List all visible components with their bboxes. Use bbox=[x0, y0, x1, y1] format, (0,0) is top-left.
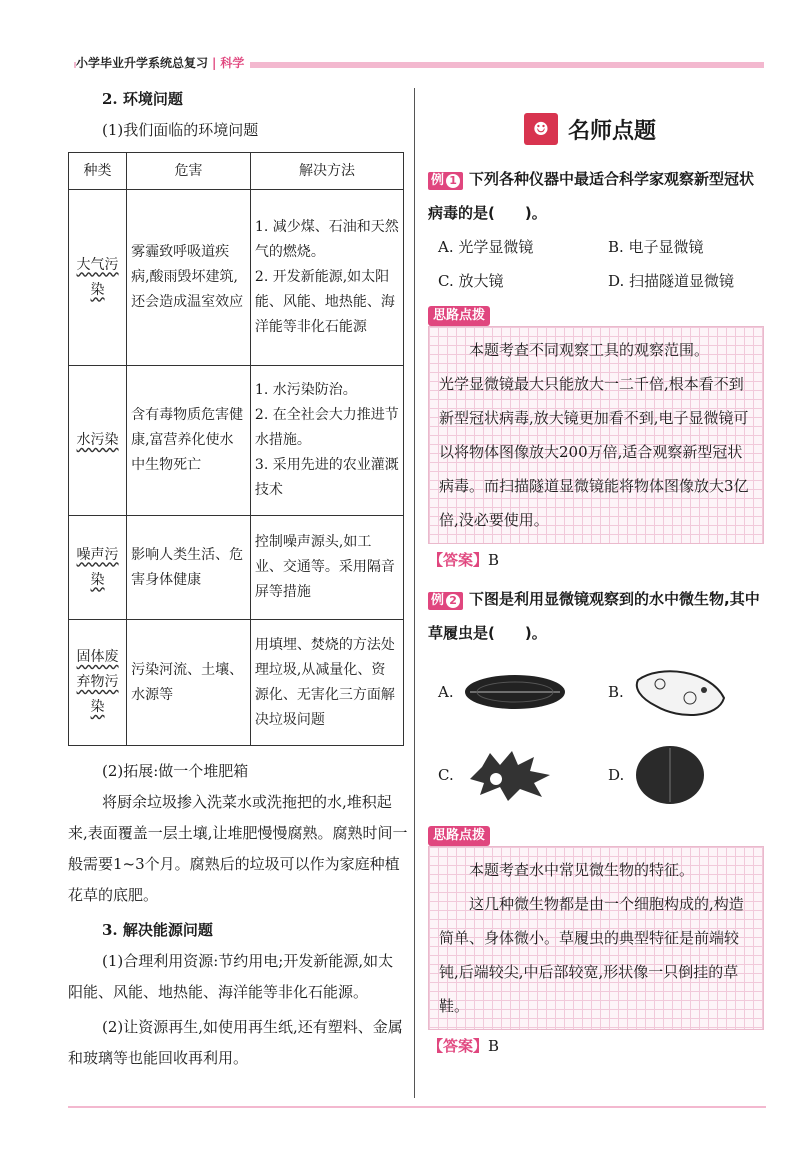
section-title-text: 名师点题 bbox=[568, 118, 657, 144]
picture-option-b bbox=[608, 662, 774, 722]
table-header: 解决方法 bbox=[250, 153, 403, 190]
example-badge bbox=[428, 172, 463, 190]
table-cell-solution: 控制噪声源头,如工业、交通等。采用隔音屏等措施 bbox=[250, 516, 403, 620]
picture-label: D. bbox=[608, 766, 625, 784]
option: D. 扫描隧道显微镜 bbox=[608, 272, 735, 290]
hint-body: 光学显微镜最大只能放大一二千倍,根本看不到新型冠状病毒,放大镜更加看不到,电子显微镜可以将物体图像放大200万倍,适合观察新型冠状病毒。而扫描隧道显微镜能将物体图像放大3亿倍,没必要使用。 bbox=[439, 375, 749, 529]
example-2-question bbox=[428, 582, 764, 650]
example-2-answer bbox=[428, 1034, 764, 1058]
example-badge-label: 例 bbox=[431, 173, 445, 188]
table-cell-solution: 1. 减少煤、石油和天然气的燃烧。 2. 开发新能源,如太阳能、风能、地热能、海洋能等非化石能源 bbox=[250, 190, 403, 366]
example-2-text: 下图是利用显微镜观察到的水中微生物,其中草履虫是( )。 bbox=[428, 590, 760, 642]
picture-option-a bbox=[438, 662, 608, 722]
table-row bbox=[69, 366, 404, 516]
answer-label: 【答案】 bbox=[428, 1037, 489, 1055]
table-cell-harm: 含有毒物质危害健康,富营养化使水中生物死亡 bbox=[127, 366, 251, 516]
picture-option-d bbox=[608, 742, 774, 808]
footer-rule bbox=[68, 1106, 766, 1108]
header-subject: 科学 bbox=[220, 56, 245, 70]
round-cell-image bbox=[630, 742, 710, 808]
table-cell-harm: 污染河流、土壤、水源等 bbox=[127, 620, 251, 746]
example-1-hint bbox=[428, 326, 764, 544]
left-column bbox=[68, 84, 408, 1074]
example-2-hint bbox=[428, 846, 764, 1030]
hint-line: 本题考查不同观察工具的观察范围。 bbox=[469, 341, 710, 359]
table-header: 种类 bbox=[69, 153, 127, 190]
option: C. 放大镜 bbox=[438, 272, 504, 290]
diatom-image bbox=[460, 667, 570, 717]
table-cell-solution: 用填埋、焚烧的方法处理垃圾,从减量化、资源化、无害化三方面解决垃圾问题 bbox=[250, 620, 403, 746]
column-divider bbox=[414, 88, 415, 1098]
table-cell-type: 噪声污染 bbox=[69, 516, 127, 620]
section-2-title: 2. 环境问题 bbox=[102, 90, 183, 108]
section-title bbox=[524, 112, 764, 146]
option: B. 电子显微镜 bbox=[608, 238, 704, 256]
header-series: 小学毕业升学系统总复习 bbox=[76, 56, 209, 70]
table-row bbox=[69, 516, 404, 620]
table-header: 危害 bbox=[127, 153, 251, 190]
section-3-1: (1)合理利用资源:节约用电;开发新能源,如太阳能、风能、地热能、海洋能等非化石能源。 bbox=[68, 952, 394, 1001]
picture-label: C. bbox=[438, 766, 454, 784]
section-3-title: 3. 解决能源问题 bbox=[102, 921, 213, 939]
picture-option-c bbox=[438, 742, 608, 808]
option: A. 光学显微镜 bbox=[438, 238, 534, 256]
picture-label: B. bbox=[608, 683, 624, 701]
section-2-2: (2)拓展:做一个堆肥箱 bbox=[102, 762, 249, 780]
hint-tag: 思路点拨 bbox=[428, 306, 490, 326]
hint-line: 本题考查水中常见微生物的特征。 bbox=[469, 861, 695, 879]
microbe-pictures bbox=[438, 662, 764, 808]
picture-label: A. bbox=[438, 683, 454, 701]
example-badge bbox=[428, 592, 463, 610]
answer-value: B bbox=[488, 1037, 500, 1055]
section-3-2: (2)让资源再生,如使用再生纸,还有塑料、金属和玻璃等也能回收再利用。 bbox=[68, 1018, 403, 1067]
right-column bbox=[428, 112, 764, 1058]
compost-paragraph: 将厨余垃圾掺入洗菜水或洗拖把的水,堆积起来,表面覆盖一层土壤,让堆肥慢慢腐熟。腐熟时间一般需要1~3个月。腐熟后的垃圾可以作为家庭种植花草的底肥。 bbox=[68, 793, 408, 904]
table-cell-type: 水污染 bbox=[69, 366, 127, 516]
table-cell-type: 大气污染 bbox=[69, 190, 127, 366]
amoeba-image bbox=[460, 745, 560, 805]
table-cell-type: 固体废弃物污染 bbox=[69, 620, 127, 746]
table-row bbox=[69, 190, 404, 366]
example-1-question bbox=[428, 162, 764, 230]
table-cell-harm: 雾霾致呼吸道疾病,酸雨毁坏建筑,还会造成温室效应 bbox=[127, 190, 251, 366]
environment-table bbox=[68, 152, 404, 746]
example-1-answer bbox=[428, 548, 764, 572]
hint-body: 这几种微生物都是由一个细胞构成的,构造简单、身体微小。草履虫的典型特征是前端较钝,后端较尖,中后部较宽,形状像一只倒挂的草鞋。 bbox=[439, 895, 744, 1015]
example-1-text: 下列各种仪器中最适合科学家观察新型冠状病毒的是( )。 bbox=[428, 170, 755, 222]
teacher-icon: ☻ bbox=[524, 113, 558, 145]
answer-value: B bbox=[488, 551, 500, 569]
table-row bbox=[69, 620, 404, 746]
example-badge-label: 例 bbox=[431, 593, 445, 608]
answer-label: 【答案】 bbox=[428, 551, 489, 569]
table-cell-harm: 影响人类生活、危害身体健康 bbox=[127, 516, 251, 620]
table-header-row bbox=[69, 153, 404, 190]
table-cell-solution: 1. 水污染防治。 2. 在全社会大力推进节水措施。 3. 采用先进的农业灌溉技术 bbox=[250, 366, 403, 516]
example-1-options bbox=[438, 230, 764, 298]
page-header: 小学毕业升学系统总复习 | 科学 bbox=[76, 54, 250, 72]
section-2-1: (1)我们面临的环境问题 bbox=[102, 121, 259, 139]
example-badge-num: 2 bbox=[446, 594, 460, 608]
example-badge-num: 1 bbox=[446, 174, 460, 188]
hint-tag: 思路点拨 bbox=[428, 826, 490, 846]
paramecium-image bbox=[630, 662, 730, 722]
